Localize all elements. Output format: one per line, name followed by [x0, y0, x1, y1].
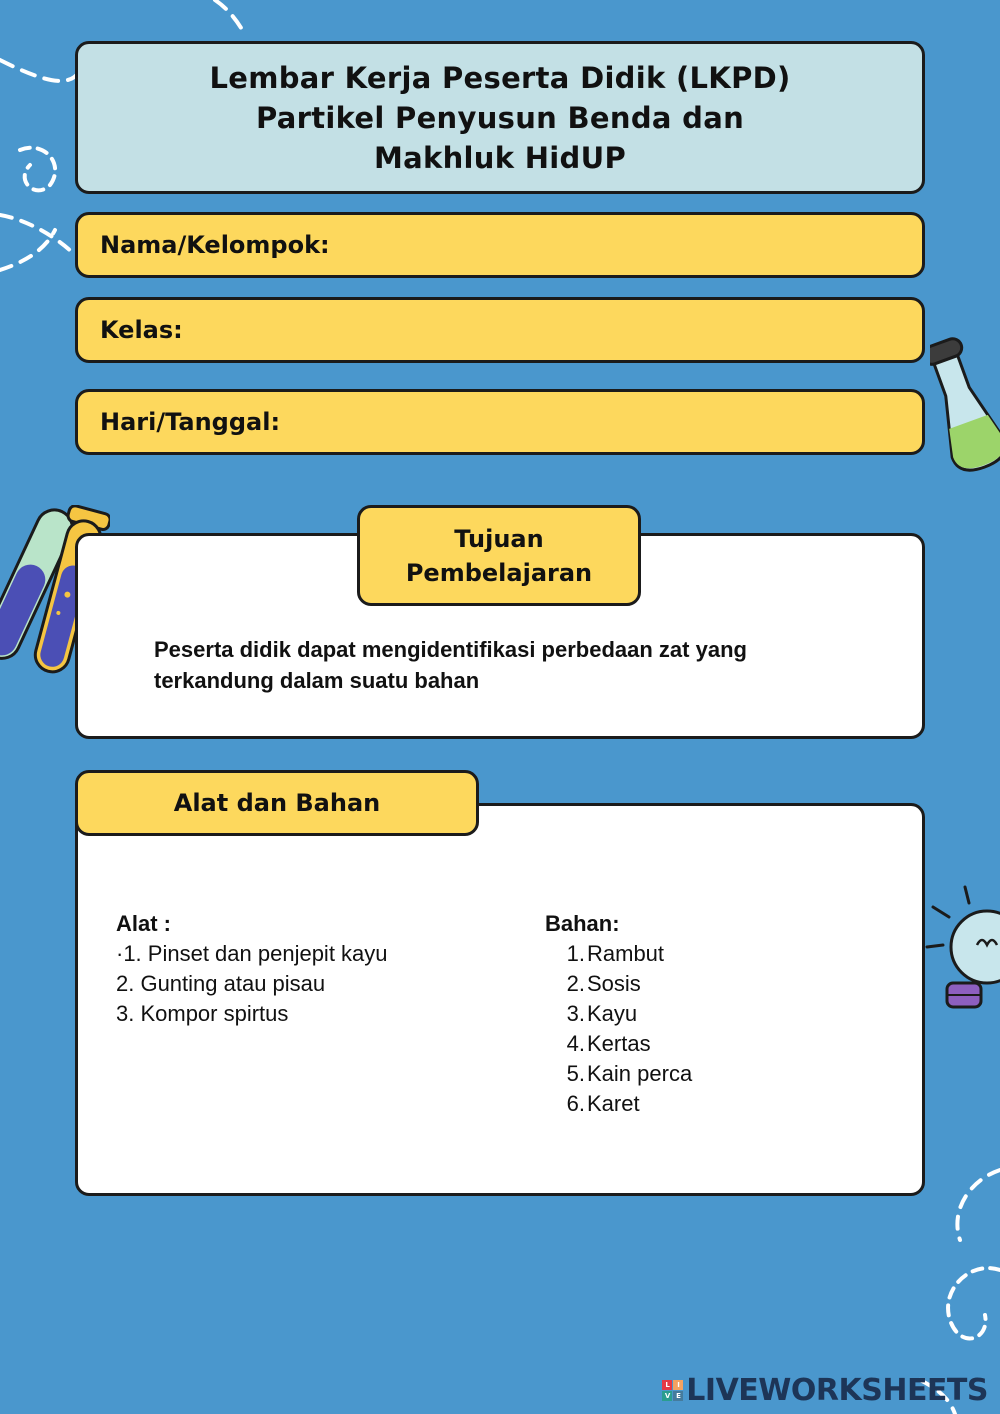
- date-field[interactable]: [75, 389, 925, 455]
- ingredient-item: 6.Karet: [566, 1091, 640, 1116]
- ingredients-heading: Bahan:: [545, 911, 620, 936]
- date-field-label: Hari/Tanggal:: [100, 408, 281, 436]
- objective-tab: [357, 505, 641, 606]
- ingredient-item: 1.Rambut: [566, 941, 665, 966]
- materials-tab: [75, 770, 479, 836]
- flask-icon: [930, 330, 1000, 480]
- ingredient-item: 4.Kertas: [566, 1031, 651, 1056]
- objective-tab-line-1: Tujuan: [454, 524, 544, 553]
- objective-text-line-2: terkandung dalam suatu bahan: [154, 668, 480, 693]
- liveworksheets-brand[interactable]: [662, 1373, 988, 1408]
- tool-item: 2. Gunting atau pisau: [116, 971, 326, 996]
- liveworksheets-label: LIVEWORKSHEETS: [686, 1373, 988, 1408]
- title-line-3: Makhluk HidUP: [374, 140, 626, 175]
- tool-item: ·1. Pinset dan penjepit kayu: [116, 941, 388, 966]
- objective-tab-line-2: Pembelajaran: [405, 558, 593, 587]
- liveworksheets-logo-icon: L I V E: [662, 1380, 683, 1401]
- class-field[interactable]: [75, 297, 925, 363]
- light-bulb-icon: [925, 885, 1000, 1025]
- title-line-2: Partikel Penyusun Benda dan: [255, 100, 745, 135]
- ingredients-column: [545, 909, 692, 1119]
- tools-column: [116, 909, 388, 1029]
- tool-item: 3. Kompor spirtus: [116, 1001, 289, 1026]
- materials-tab-label: Alat dan Bahan: [173, 789, 381, 817]
- materials-card: [75, 803, 925, 1196]
- name-field-label: Nama/Kelompok:: [100, 231, 330, 259]
- class-field-label: Kelas:: [100, 316, 183, 344]
- name-field[interactable]: [75, 212, 925, 278]
- ingredient-item: 2.Sosis: [566, 971, 641, 996]
- ingredient-item: 5.Kain perca: [566, 1061, 693, 1086]
- tools-heading: Alat :: [116, 911, 171, 936]
- title-box: [75, 41, 925, 194]
- objective-text-line-1: Peserta didik dapat mengidentifikasi perbedaan zat yang: [154, 637, 747, 662]
- objective-text: [154, 634, 747, 696]
- title-line-1: Lembar Kerja Peserta Didik (LKPD): [209, 60, 791, 95]
- ingredient-item: 3.Kayu: [566, 1001, 638, 1026]
